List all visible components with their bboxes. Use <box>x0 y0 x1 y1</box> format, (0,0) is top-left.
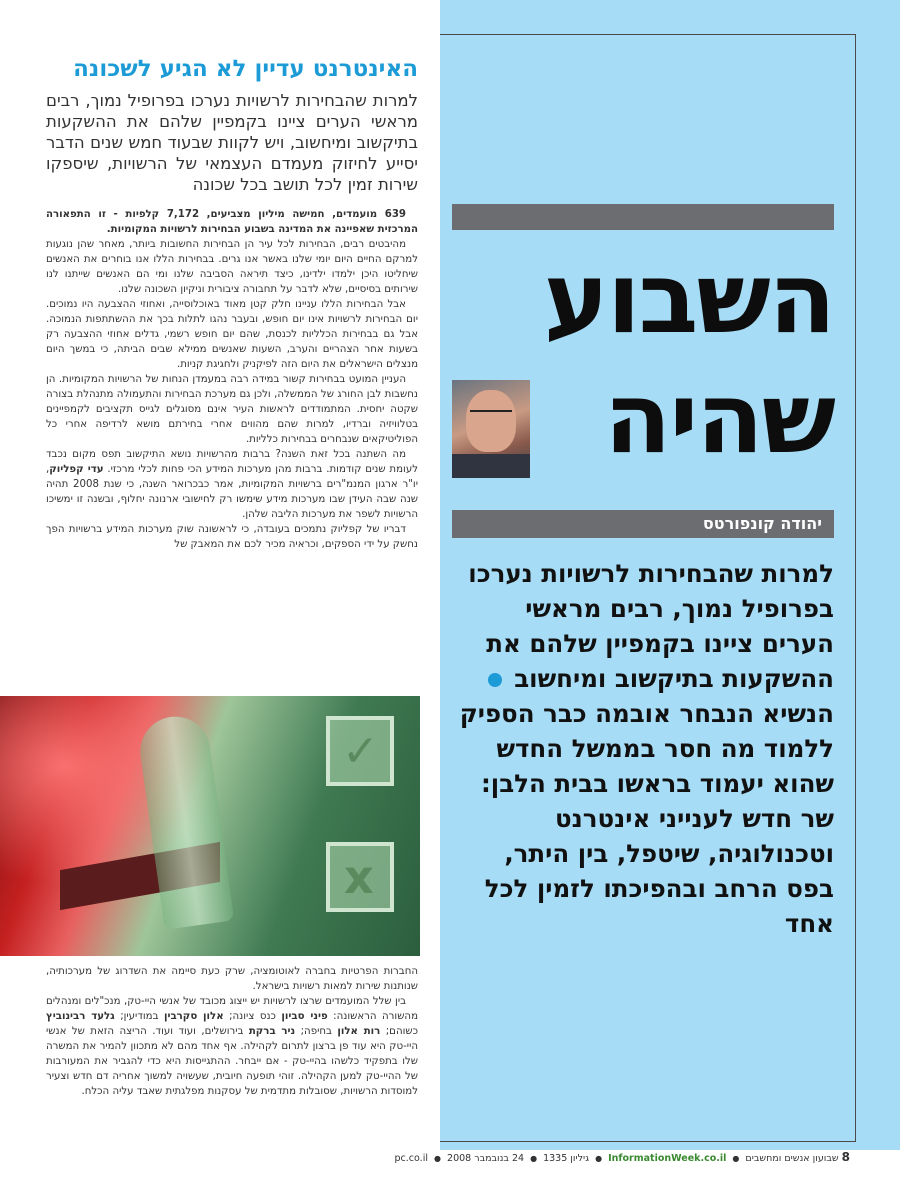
person-name: גלעד רבינוביץ <box>46 1011 115 1022</box>
text-segment: מה השתנה בכל זאת השנה? ברבות מהרשויות נושא התיקשוב תפס מקום נכבד לעומת שנים קודמות. ברבות מהן מערכות המידע הכי פחות לכלי מרכזי. <box>46 449 418 475</box>
article-headline: האינטרנט עדיין לא הגיע לשכונה <box>73 56 418 82</box>
text-segment: במודיעין; <box>114 1011 164 1022</box>
person-name: פיני סביון <box>281 1011 328 1022</box>
person-name: עדי קפליוק <box>49 464 104 475</box>
body-paragraph <box>46 994 418 1099</box>
issue-number: גיליון 1335 <box>543 1153 590 1164</box>
site-link[interactable]: InformationWeek.co.il <box>608 1153 727 1164</box>
bullet-dot-icon <box>488 673 502 687</box>
pull-quote <box>456 556 834 941</box>
text-segment: בין שלל המועמדים שרצו לרשויות יש ייצוג מכובד של אנשי היי-טק, מנכ"לים ומנהלים מהשורה הראשונה: <box>46 996 418 1022</box>
author-bar <box>452 510 834 538</box>
text-segment: , יו"ר ארגון המנמ"רים ברשויות המקומיות, אמר כבכרואר השנה, כי שנת 2008 תהיה שנה שבה העידן שבו מערכות מידע שימשו רק לחישובי ארנונה יחלוף, ובשנה זו ימשיכו הרשויות לשפר את מערכות הליבה שלהן. <box>46 464 418 520</box>
body-paragraph: דבריו של קפליוק נתמכים בעובדה, כי לראשונה שוק מערכות המידע ברשויות הפך נחשק על ידי הספקים, וכראיה מכיר לכם את המאבק של <box>46 524 418 550</box>
checkbox-x-box <box>326 842 394 912</box>
bullet-icon: ● <box>595 1154 603 1163</box>
article-subhead: למרות שהבחירות לרשויות נערכו בפרופיל נמוך, רבים מראשי הערים ציינו בקמפיין שלהם את ההשקעות בתיקשוב ומיחשוב, ויש לקוות שבעוד חמש שנים הדבר יסייע לחיזוק מעמדם העצמאי של הרשויות, שיספקו שירות זמין לכל תושב בכל שכונה <box>46 91 418 194</box>
text-segment: כשוהם; <box>380 1026 418 1037</box>
issue-date: 24 בנובמבר 2008 <box>447 1153 525 1164</box>
page-footer <box>380 1150 850 1170</box>
publication-name: שבועון אנשים ומחשבים <box>745 1153 839 1164</box>
text-segment: כנס ציונה; <box>223 1011 282 1022</box>
author-name: יהודה קונפורטס <box>702 514 822 533</box>
column-title-line1: השבוע <box>543 242 834 356</box>
person-name: רות אלון <box>337 1026 381 1037</box>
bullet-icon: ● <box>434 1154 441 1163</box>
article-body <box>46 207 418 552</box>
person-name: ניר ברקת <box>248 1026 296 1037</box>
body-paragraph: מהיבטים רבים, הבחירות לכל עיר הן הבחירות החשובות ביותר, מאחר שהן נוגעות למרקם החיים היום יומי שלנו באשר אנו גרים. בבחירות הללו אנו בוחרים את האנשים שיחליטו היכן ילמדו ילדינו, כיצד תיראה הסביבה שלנו ומי הם האנשים שייתנו לנו שירותים בסיסיים, שלא לדבר על תחבורה ציבורית וניקיון השכונה שלנו. <box>46 239 418 295</box>
column-header-bar <box>452 204 834 230</box>
lead-paragraph: 639 מועמדים, חמישה מיליון מצביעים, 7,172 קלפיות - זו התפאורה המרכזית שאפיינה את המדינה בשבוע הבחירות לרשויות המקומיות. <box>46 209 418 235</box>
author-shirt <box>452 454 530 478</box>
author-photo <box>452 380 530 478</box>
article-column <box>46 40 418 552</box>
bullet-icon: ● <box>530 1154 538 1163</box>
page-number: 8 <box>841 1150 850 1164</box>
person-name: אלון סקרבין <box>163 1011 224 1022</box>
body-paragraph: העניין המועט בבחירות קשור במידה רבה במעמדן הנחות של הרשויות המקומיות. הן נחשבות לבן החורג של הממשלה, ולכן גם מערכת הבחירות והתעמולה מתנהלת בצורה שקטה יחסית. המתמודדים לראשות העיר אינם מסוגלים לגייס תקציבים לקמפיינים בטלוויזיה וברדיו, למרות שהם מהווים אחרי בחירתם מושא לרדיפה אחרי כל הפוליטיקאים שנבחרים בבחירות כלליות. <box>46 374 418 445</box>
bullet-icon: ● <box>732 1154 740 1163</box>
text-segment: בירושלים, ועוד ועוד. הריצה הזאת של אנשי היי-טק היא עוד פן ברצון לתרום לקהילה. אף אחד מהם לא מתכוון להמיר את המשרה שלו בתפקיד כלשהו בהיי-טק - אם ייבחר. ההתגייסות היא כדי להגביר את המעורבות של ההיי-טק למען הקהילה. זוהי תופעה חיובית, שעשויה למשוך אחריה דם חדש וצעיר למוסדות הרשויות, שסובלות מתדמית של עסקנות מפלגתית שאבד עליה הכלח. <box>46 1026 418 1097</box>
column-title-line2: שהיה <box>604 362 834 476</box>
pull-quote-part1: למרות שהבחירות לרשויות נערכו בפרופיל נמוך, רבים מראשי הערים ציינו בקמפיין שלהם את ההשקעות בתיקשוב ומיחשוב <box>468 559 834 693</box>
article-continuation <box>46 964 418 1099</box>
checkbox-check-box <box>326 716 394 786</box>
body-paragraph: אבל הבחירות הללו עניינו חלק קטן מאוד באוכלוסייה, ואחוזי ההצבעה היו נמוכים. יום הבחירות לרשויות אינו יום חופש, ובעבר נהגו לתלות בכך את ההשתתפות הנמוכה. אבל גם בבחירות הכלליות לכנסת, שהם יום חופש רשמי, גדלים אחוזי ההצבעה רק בשעות אחר הצהריים והערב, השעות שאנשים ממילא שבים הביתה, כי במשך היום מנצלים הישראלים את היום הזה לפיקניק ולחגיגת קניות. <box>46 299 418 370</box>
text-segment: בחיפה; <box>295 1026 338 1037</box>
pull-quote-part2: הנשיא הנבחר אובמה כבר הספיק ללמוד מה חסר בממשל החדש שהוא יעמוד בראשו בבית הלבן: שר חדש לענייני אינטרנט וטכנולוגיה, שיטפל, בין היתר, בפס הרחב ובהפיכתו לזמין לכל אחד <box>459 699 834 938</box>
site-link-secondary[interactable]: pc.co.il <box>394 1153 428 1164</box>
body-paragraph <box>46 447 418 522</box>
checkmark-icon: ✓ <box>342 726 379 777</box>
author-glasses <box>470 410 512 422</box>
voting-photo <box>0 696 420 956</box>
body-paragraph: החברות הפרטיות בחברה לאוטומציה, שרק כעת סיימה את השדרוג של מערכותיה, שנותנות שירות למאות רשויות בישראל. <box>46 966 418 992</box>
x-mark-icon: x <box>344 850 374 904</box>
